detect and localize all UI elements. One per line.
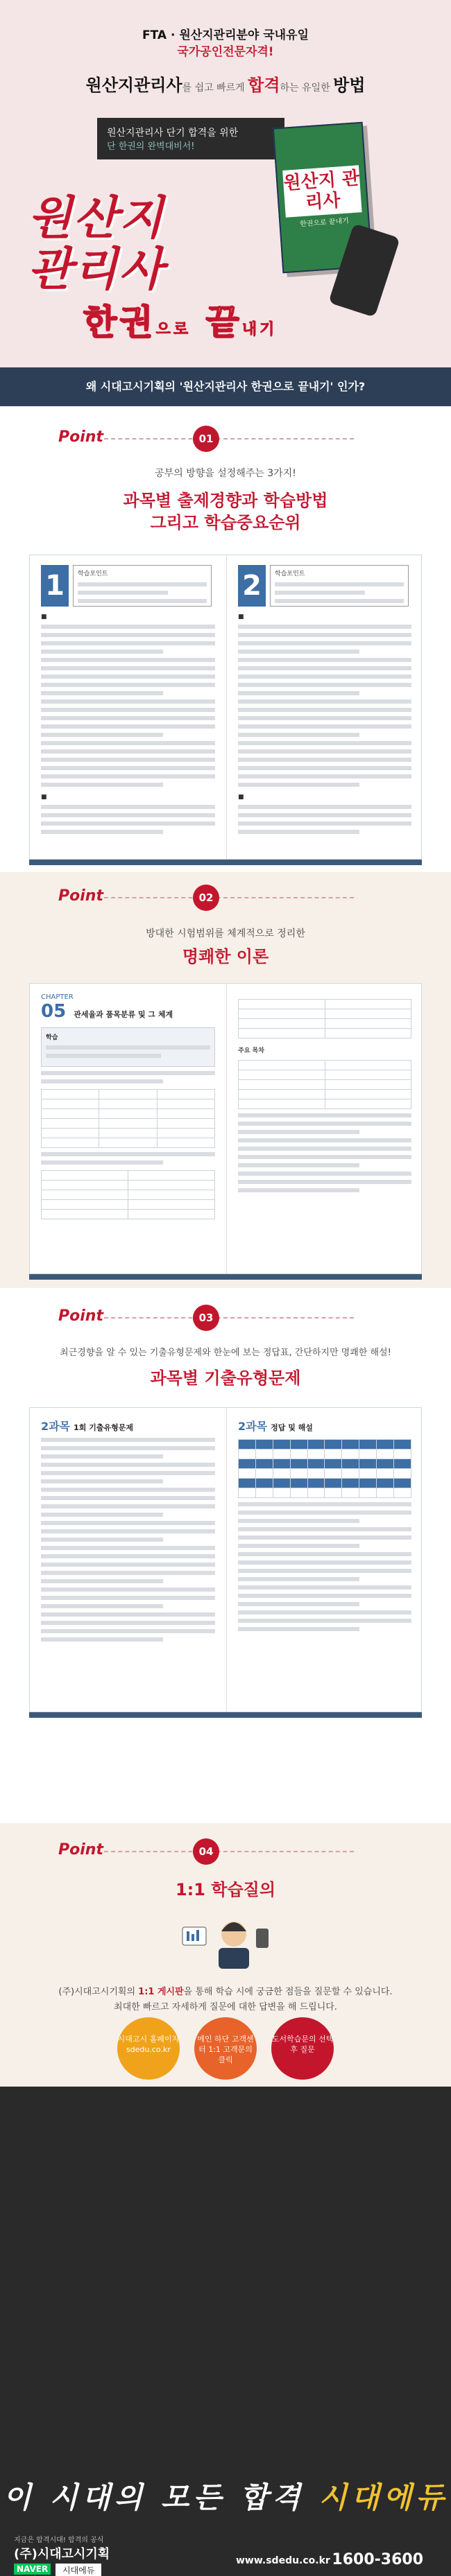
hero-subline bbox=[0, 71, 451, 96]
point-number-badge: 01 bbox=[193, 426, 219, 452]
hero-top-line1: FTA · 원산지관리분야 국내유일 bbox=[142, 28, 309, 42]
point-01-title-line2: 그리고 학습중요순위 bbox=[150, 513, 301, 532]
point-01-title-line1: 과목별 출제경향과 학습방법 bbox=[123, 491, 328, 510]
qa-step-1[interactable] bbox=[117, 2017, 180, 2080]
divider-dashed bbox=[104, 1317, 354, 1319]
hero-sub-bold: 합격 bbox=[248, 76, 280, 95]
book-spread-preview-3 bbox=[29, 1407, 422, 1712]
qa-steps bbox=[0, 2017, 451, 2080]
hero-title-line1: 원산지 bbox=[28, 191, 165, 245]
study-point-label: 학습포인트 bbox=[78, 571, 108, 577]
footer-url[interactable]: www.sdedu.co.kr bbox=[236, 2555, 330, 2566]
point-number-badge: 04 bbox=[193, 1838, 219, 1865]
hero-sub-mid1: 를 쉽고 빠르게 bbox=[182, 82, 248, 94]
why-banner: 왜 시대고시기획의 '원산지관리사 한권으로 끝내기' 인가? bbox=[0, 367, 451, 406]
spread-left-page bbox=[30, 555, 226, 859]
point-04-title: 1:1 학습질의 bbox=[175, 1880, 276, 1899]
study-point-label: 학습포인트 bbox=[275, 571, 305, 577]
content-table bbox=[238, 999, 411, 1038]
content-table bbox=[41, 1089, 215, 1148]
qa-step-3[interactable] bbox=[271, 2017, 334, 2080]
hero-section bbox=[0, 0, 451, 367]
exam-header bbox=[41, 1418, 215, 1434]
study-summary-box bbox=[41, 1027, 215, 1067]
point-label: Point bbox=[58, 1307, 103, 1325]
content-table bbox=[238, 1060, 411, 1109]
answer-title: 정답 및 해설 bbox=[271, 1423, 313, 1432]
divider-dashed bbox=[104, 1851, 354, 1852]
qa-line1-bold: 1:1 게시판 bbox=[138, 1987, 184, 1997]
answer-header bbox=[238, 1418, 411, 1434]
footer-slogan: 지금은 합격시대! 합격의 공식 bbox=[14, 2536, 104, 2544]
hero-box-line2: 단 한권의 완벽대비서! bbox=[107, 141, 195, 152]
point-02-header bbox=[0, 883, 451, 911]
hero-box-line1: 원산지관리사 단기 합격을 위한 bbox=[107, 128, 239, 139]
spread-right-page bbox=[226, 984, 423, 1273]
paragraph-heading: ■ bbox=[238, 613, 244, 620]
spread-left-page bbox=[30, 1408, 226, 1712]
paragraph-heading: ■ bbox=[238, 794, 244, 801]
divider-dashed bbox=[104, 897, 354, 898]
point-label: Point bbox=[58, 428, 103, 446]
point-03-title: 과목별 기출유형문제 bbox=[150, 1368, 301, 1388]
chapter-label: CHAPTER bbox=[41, 993, 74, 1001]
footer bbox=[0, 2087, 451, 2576]
content-table bbox=[41, 1170, 215, 1219]
qa-line1 bbox=[0, 1984, 451, 1997]
naver-search-box[interactable]: 시대에듀 bbox=[56, 2564, 101, 2576]
study-summary-label: 학습 bbox=[46, 1034, 58, 1041]
table-of-contents-heading: 주요 목차 bbox=[238, 1047, 264, 1054]
hero-dark-box bbox=[97, 118, 284, 159]
study-point-box bbox=[270, 565, 409, 607]
hero-tag-end: 끝 bbox=[205, 302, 242, 342]
point-02-title: 명쾌한 이론 bbox=[182, 947, 269, 966]
point-03-header bbox=[0, 1303, 451, 1331]
exam-title: 1회 기출유형문제 bbox=[74, 1423, 134, 1432]
footer-banner bbox=[0, 2475, 451, 2516]
paragraph-heading: ■ bbox=[41, 613, 47, 620]
spread-left-page bbox=[30, 984, 226, 1273]
point-04-header bbox=[0, 1837, 451, 1865]
hero-sub-end: 방법 bbox=[333, 76, 366, 95]
qa-step-sub: sdedu.co.kr bbox=[126, 2045, 171, 2054]
qa-line2: 최대한 빠르고 자세하게 질문에 대한 답변을 해 드립니다. bbox=[114, 2002, 337, 2012]
spread-right-page bbox=[226, 1408, 423, 1712]
book-spread-preview-2 bbox=[29, 983, 422, 1274]
hero-tag-mid: 으로 bbox=[155, 321, 192, 338]
point-label: Point bbox=[58, 1841, 103, 1859]
qa-step-label: 메인 하단 고객센터 1:1 고객문의 클릭 bbox=[197, 2035, 254, 2064]
point-02-subtitle: 방대한 시험범위를 체계적으로 정리한 bbox=[146, 928, 305, 939]
book-cover-title: 원산지 관리사 bbox=[282, 165, 361, 218]
qa-line1-post: 을 통해 학습 시에 궁금한 점들을 질문할 수 있습니다. bbox=[183, 1987, 393, 1997]
chapter-number: 05 bbox=[41, 1001, 67, 1022]
footer-banner-brand: 시대에듀 bbox=[318, 2480, 448, 2514]
study-point-box bbox=[73, 565, 212, 607]
book-cover-subtitle: 한권으로 끝내기 bbox=[299, 217, 350, 229]
qa-step-label: 시대고시 홈페이지 bbox=[117, 2035, 180, 2044]
footer-phone[interactable]: 1600-3600 bbox=[332, 2551, 423, 2568]
spread-right-page bbox=[226, 555, 423, 859]
company-logo: (주)시대고시기획 bbox=[14, 2547, 110, 2561]
point-01-header bbox=[0, 424, 451, 452]
point-number-badge: 02 bbox=[193, 885, 219, 911]
hero-title-line2: 관리사 bbox=[28, 243, 165, 296]
hero-sub-mid2: 하는 유일한 bbox=[280, 82, 334, 94]
point-label: Point bbox=[58, 887, 103, 905]
hero-title bbox=[28, 193, 164, 295]
hero-sub-name: 원산지관리사 bbox=[85, 76, 182, 95]
naver-badge: NAVER bbox=[14, 2564, 51, 2575]
paragraph-heading: ■ bbox=[41, 794, 47, 801]
support-agent-icon bbox=[177, 1913, 274, 1969]
hero-tag-main: 한권 bbox=[83, 302, 156, 342]
qa-line1-pre: (주)시대고시기획의 bbox=[58, 1987, 139, 1997]
qa-step-2[interactable] bbox=[194, 2017, 257, 2080]
chapter-title: 관세율과 품목분류 및 그 체계 bbox=[74, 1010, 173, 1019]
answer-grid bbox=[238, 1439, 411, 1498]
hero-tagline bbox=[83, 295, 277, 345]
point-03-subtitle: 최근경향을 알 수 있는 기출유형문제와 한눈에 보는 정답표, 간단하지만 명쾌한 해설! bbox=[60, 1348, 391, 1358]
point-01-title bbox=[0, 489, 451, 534]
part-number: 1 bbox=[41, 565, 69, 607]
footer-banner-pre: 이 시대의 모든 합격 bbox=[3, 2480, 305, 2514]
point-number-badge: 03 bbox=[193, 1305, 219, 1331]
qa-step-label: 도서학습문의 선택 후 질문 bbox=[271, 2035, 334, 2054]
book-spread-preview-1 bbox=[29, 555, 422, 860]
point-01-subtitle: 공부의 방향을 설정해주는 3가지! bbox=[155, 468, 296, 479]
hero-tag-small: 내기 bbox=[241, 321, 278, 338]
part-number: 2 bbox=[238, 565, 266, 607]
hero-top-line2: 국가공인전문자격! bbox=[177, 45, 274, 59]
point-02-section bbox=[0, 872, 451, 1288]
subject-tag: 2과목 bbox=[41, 1420, 71, 1433]
subject-tag: 2과목 bbox=[238, 1420, 268, 1433]
divider-dashed bbox=[104, 438, 354, 440]
